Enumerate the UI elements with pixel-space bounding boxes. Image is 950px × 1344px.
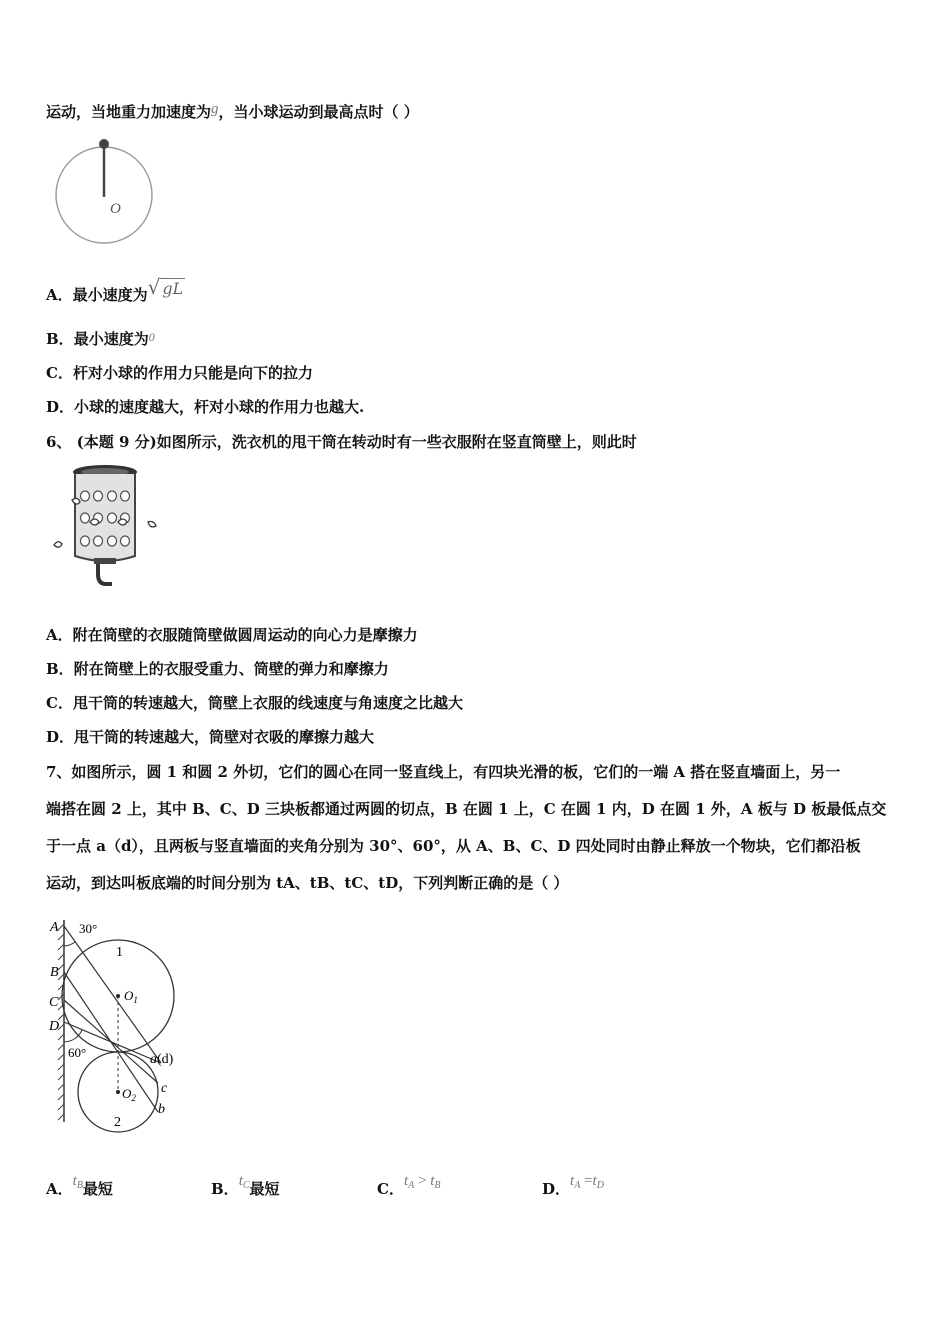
q5-option-c-label: C． bbox=[46, 364, 73, 382]
q7-option-a bbox=[46, 1173, 113, 1200]
q6-option-b-text: 附在筒壁上的衣服受重力、筒壁的弹力和摩擦力 bbox=[73, 660, 389, 678]
q5-option-b-text: 最小速度为 bbox=[73, 330, 149, 348]
q5-option-d-label: D． bbox=[46, 398, 75, 416]
q5-option-a-sqrt bbox=[148, 277, 186, 299]
q5-option-b bbox=[46, 329, 155, 350]
q6-option-b-label: B． bbox=[46, 660, 74, 678]
q6-option-d bbox=[46, 727, 374, 747]
q7-label-b-point: b bbox=[158, 1102, 165, 1117]
q5-option-a-math: gL bbox=[162, 279, 184, 298]
q6-option-b bbox=[46, 659, 389, 679]
q7-option-c-label: C． bbox=[377, 1180, 404, 1198]
q7-option-b bbox=[211, 1173, 280, 1200]
q7-option-b-label: B． bbox=[211, 1180, 239, 1198]
q7-stem-line-1: 7、如图所示，圆 1 和圆 2 外切，它们的圆心在同一竖直线上，有四块光滑的板，它们的一端 A 搭在竖直墙面上，另一 bbox=[46, 763, 841, 781]
q7-label-a: A bbox=[50, 920, 59, 935]
q7-option-a-label: A． bbox=[46, 1180, 73, 1198]
q5-center-label: O bbox=[110, 201, 121, 217]
q6-stem: 6、 (本题 9 分)如图所示，洗衣机的甩干筒在转动时有一些衣服附在竖直筒壁上，则此时 bbox=[46, 433, 637, 451]
q7-label-a-point: a(d) bbox=[150, 1052, 174, 1067]
q7-label-circle-2: 2 bbox=[114, 1115, 121, 1130]
q7-option-a-math: $t_B$ bbox=[72, 1173, 83, 1191]
q6-option-a-label: A． bbox=[46, 626, 73, 644]
q7-option-a-text: 最短 bbox=[82, 1180, 113, 1198]
q7-stem-line-2: 端搭在圆 2 上，其中 B、C、D 三块板都通过两圆的切点，B 在圆 1 上，C 在圆 1 内，D 在圆 1 外，A 板与 D 板最低点交 bbox=[46, 800, 887, 818]
q5-stem-b: ，当小球运动到最高点时（ ） bbox=[218, 103, 419, 121]
q7-label-60deg: 60° bbox=[68, 1045, 87, 1060]
q7-label-o2: $O_2$ bbox=[122, 1086, 136, 1103]
q5-option-b-label: B． bbox=[46, 330, 74, 348]
q7-label-circle-1: 1 bbox=[116, 945, 123, 960]
q5-ball bbox=[99, 139, 109, 149]
q5-option-a bbox=[46, 275, 185, 305]
q7-stem-line-4: 运动，到达叫板底端的时间分别为 tA、tB、tC、tD，下列判断正确的是（ ） bbox=[46, 874, 569, 892]
q7-label-o1: $O_1$ bbox=[124, 988, 138, 1005]
q7-option-d-label: D． bbox=[542, 1180, 571, 1198]
q7-option-d-math: $t_A =t_D$ bbox=[570, 1173, 604, 1191]
q6-option-d-label: D． bbox=[46, 728, 75, 746]
q7-label-c-point: c bbox=[161, 1081, 168, 1096]
q7-option-b-math: $t_C$ bbox=[238, 1173, 250, 1191]
q7-label-30deg: 30° bbox=[79, 921, 98, 936]
q5-option-d bbox=[46, 397, 364, 417]
q6-option-c-label: C． bbox=[46, 694, 73, 712]
q7-label-b: B bbox=[50, 965, 59, 980]
q7-label-d: D bbox=[49, 1019, 60, 1034]
q7-option-b-text: 最短 bbox=[249, 1180, 280, 1198]
q6-option-d-text: 甩干筒的转速越大，筒壁对衣吸的摩擦力越大 bbox=[74, 728, 375, 746]
q6-option-c bbox=[46, 693, 463, 713]
q7-label-c: C bbox=[49, 995, 59, 1010]
q6-option-a-text: 附在筒壁的衣服随筒壁做圆周运动的向心力是摩擦力 bbox=[72, 626, 418, 644]
q7-angle-30-arc bbox=[64, 942, 75, 946]
q5-option-a-text: 最小速度为 bbox=[72, 286, 148, 304]
q6-spin-dryer-figure bbox=[48, 462, 166, 594]
q5-rod-circle-figure bbox=[52, 134, 158, 248]
q5-option-c-text: 杆对小球的作用力只能是向下的拉力 bbox=[72, 364, 313, 382]
q5-option-a-label: A． bbox=[46, 286, 73, 304]
q6-option-c-text: 甩干筒的转速越大，筒壁上衣服的线速度与角速度之比越大 bbox=[72, 694, 463, 712]
q5-option-a-radical: √ bbox=[147, 275, 161, 299]
q6-option-a bbox=[46, 625, 418, 645]
q5-stem bbox=[46, 102, 419, 123]
q7-option-d bbox=[542, 1173, 604, 1200]
q5-option-d-text: 小球的速度越大，杆对小球的作用力也越大. bbox=[74, 398, 365, 416]
q5-stem-a: 运动，当地重力加速度为 bbox=[46, 103, 212, 121]
q7-option-c-math: $t_A > t_B$ bbox=[403, 1173, 441, 1191]
q7-two-circles-figure bbox=[44, 912, 194, 1134]
q7-option-c bbox=[377, 1173, 441, 1200]
q5-option-c bbox=[46, 363, 313, 383]
q7-stem-line-3: 于一点 a（d），且两板与竖直墙面的夹角分别为 30°、60°，从 A、B、C、D 四处同时由静止释放一个物块，它们都沿板 bbox=[46, 837, 861, 855]
q5-stem-g: g bbox=[211, 101, 219, 117]
q5-option-b-math: 0 bbox=[148, 330, 155, 344]
